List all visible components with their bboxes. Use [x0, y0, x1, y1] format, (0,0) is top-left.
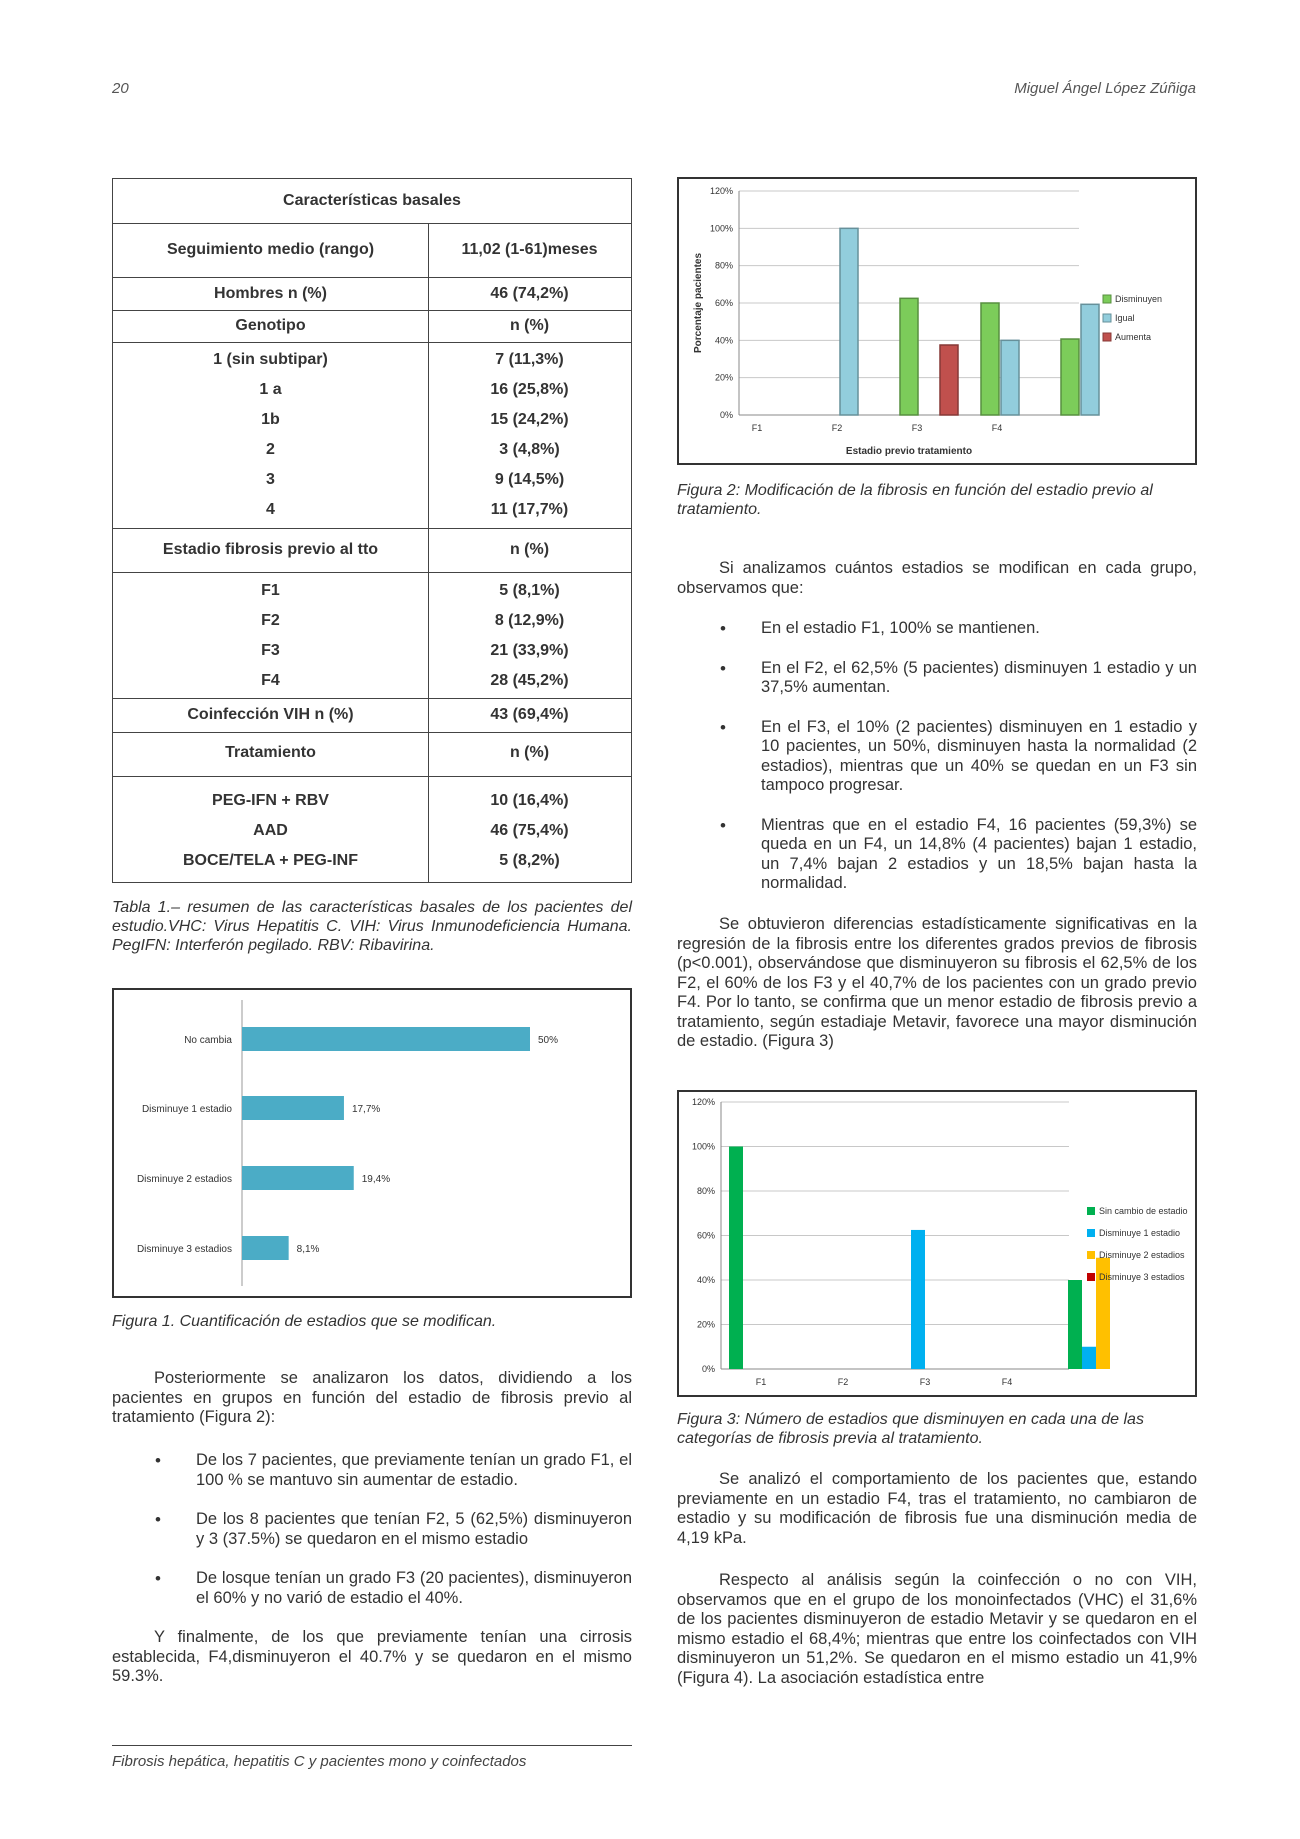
table-cell: 11 (17,7%) — [490, 501, 569, 518]
legend-label: Disminuye 2 estadios — [1099, 1250, 1185, 1260]
left-final-text: Y finalmente, de los que previamente tenían una cirrosis establecida, F4,disminuyeron el 40.7% y se quedaron en el mismo 59.3%. — [112, 1628, 632, 1685]
right-paragraph-3 — [677, 1571, 1197, 1688]
list-item: • Mientras que en el estadio F4, 16 pacientes (59,3%) se queda en un F4, un 14,8% (4 pacientes) bajan 1 estadio, un 7,4% bajan 2 estadios y un 18,5% bajan hasta la normalidad. — [677, 816, 1197, 894]
x-tick-label: F1 — [751, 423, 763, 433]
table-cell: Estadio fibrosis previo al tto — [162, 541, 379, 558]
left-final-paragraph — [112, 1628, 632, 1687]
table-cell: 46 (74,2%) — [490, 285, 569, 302]
table-cell: 46 (75,4%) — [490, 822, 569, 839]
table-cell: BOCE/TELA + PEG-INF — [183, 852, 358, 869]
bar — [911, 1230, 925, 1369]
table-cell: 15 (24,2%) — [490, 411, 569, 428]
legend-label: Disminuye 1 estadio — [1099, 1228, 1181, 1238]
figure3-frame — [677, 1090, 1197, 1397]
x-tick-label: F1 — [755, 1377, 767, 1387]
legend-label: Igual — [1115, 313, 1135, 323]
y-tick-label: 0% — [701, 1364, 715, 1374]
x-tick-label: F3 — [911, 423, 923, 433]
bar — [1081, 304, 1099, 415]
figure3-chart — [679, 1092, 1195, 1395]
legend-swatch — [1103, 314, 1111, 322]
table-cell: Coinfección VIH n (%) — [187, 706, 354, 723]
table-cell: Genotipo — [235, 317, 306, 334]
legend-swatch — [1087, 1273, 1095, 1281]
list-item: • De los 7 pacientes, que previamente tenían un grado F1, el 100 % se mantuvo sin aumentar de estadio. — [112, 1451, 632, 1490]
category-label: Disminuye 3 estadios — [136, 1244, 232, 1255]
legend-label: Sin cambio de estadio — [1099, 1206, 1188, 1216]
list-item: • En el estadio F1, 100% se mantienen. — [677, 619, 1197, 639]
table-cell: AAD — [253, 822, 288, 839]
right-paragraph-3-text: Respecto al análisis según la coinfección o no con VIH, observamos que en el grupo de los monoinfectados (VHC) el 31,6% de los pacientes disminuyeron de estadio Metavir y se quedaron en el mismo estadio el 68,4%; mientras que entre los coinfectados con VIH disminuyeron un 51,2%. Se quedaron en el mismo estadio un 41,9% (Figura 4). La asociación estadística entre — [677, 1571, 1197, 1687]
right-paragraph-1 — [677, 915, 1197, 1052]
table-cell: n (%) — [509, 744, 550, 761]
y-tick-label: 120% — [691, 1097, 715, 1107]
y-tick-label: 40% — [714, 335, 733, 346]
legend-label: Disminuyen — [1115, 294, 1163, 304]
table-cell: 5 (8,1%) — [499, 582, 560, 599]
figure2-chart — [679, 179, 1195, 463]
list-item: • De los 8 pacientes que tenían F2, 5 (62,5%) disminuyeron y 3 (37.5%) se quedaron en el mismo estadio — [112, 1510, 632, 1549]
x-tick-label: F4 — [1001, 1377, 1013, 1387]
table-cell: 28 (45,2%) — [490, 672, 569, 689]
table-cell: n (%) — [509, 541, 550, 558]
table-caption: Tabla 1.– resumen de las características basales de los pacientes del estudio.VHC: Virus Hepatitis C. VIH: Virus Inmunodeficiencia Humana. PegIFN: Interferón pegilado. RBV: Ribavirina. — [112, 899, 632, 954]
list-item: • En el F2, el 62,5% (5 pacientes) disminuyen 1 estadio y un 37,5% aumentan. — [677, 659, 1197, 698]
figure1-frame — [112, 988, 632, 1298]
left-intro-text: Posteriormente se analizaron los datos, dividiendo a los pacientes en grupos en función del estadio de fibrosis previo al tratamiento (Figura 2): — [112, 1369, 632, 1426]
table-cell: 43 (69,4%) — [490, 706, 569, 723]
page-number: 20 — [112, 80, 129, 97]
running-author: Miguel Ángel López Zúñiga — [1014, 80, 1196, 97]
data-label: 19,4% — [361, 1174, 391, 1185]
y-tick-label: 40% — [696, 1275, 715, 1285]
legend-swatch — [1103, 295, 1111, 303]
category-label: Disminuye 1 estadio — [141, 1104, 232, 1115]
figure2-frame — [677, 177, 1197, 465]
table-cell: 1 a — [259, 381, 282, 398]
table-cell: F1 — [261, 582, 280, 599]
right-bullet-list — [677, 619, 1197, 894]
table-title: Características basales — [283, 192, 461, 209]
bar — [242, 1096, 344, 1120]
bar — [242, 1027, 530, 1051]
figure3-caption: Figura 3: Número de estadios que disminuyen en cada una de las categorías de fibrosis previa al tratamiento. — [677, 1411, 1144, 1447]
table-cell: 9 (14,5%) — [494, 471, 565, 488]
table-cell: 8 (12,9%) — [494, 612, 565, 629]
list-item: • En el F3, el 10% (2 pacientes) disminuyen en 1 estadio y 10 pacientes, un 50%, disminuyen hasta la normalidad (2 estadios), mientras que un 40% se quedan en un F3 sin tampoco progresar. — [677, 718, 1197, 796]
y-tick-label: 100% — [691, 1141, 715, 1152]
x-tick-label: F2 — [831, 423, 843, 433]
table-cell: Hombres n (%) — [214, 285, 327, 302]
data-label: 17,7% — [351, 1104, 381, 1115]
y-tick-label: 20% — [714, 372, 733, 383]
x-tick-label: F4 — [991, 423, 1003, 433]
table-cell: 3 (4,8%) — [499, 441, 560, 458]
table-cell: 10 (16,4%) — [490, 792, 569, 809]
y-axis-title: Porcentaje pacientes — [693, 252, 704, 354]
legend-label: Aumenta — [1115, 332, 1152, 342]
table-cell: 5 (8,2%) — [499, 852, 560, 869]
y-tick-label: 60% — [696, 1230, 715, 1241]
bar — [940, 345, 958, 415]
footer-rule — [112, 1745, 632, 1746]
table-cell: 1b — [261, 411, 280, 428]
table-cell: 21 (33,9%) — [490, 642, 569, 659]
bar — [242, 1236, 289, 1260]
x-tick-label: F2 — [837, 1377, 849, 1387]
legend-swatch — [1087, 1251, 1095, 1259]
table-cell: 11,02 (1-61)meses — [461, 241, 598, 258]
table-cell: F2 — [261, 612, 280, 629]
x-axis-title: Estadio previo tratamiento — [845, 446, 973, 457]
y-tick-label: 0% — [719, 410, 733, 420]
legend-swatch — [1103, 333, 1111, 341]
bar — [1001, 340, 1019, 415]
x-tick-label: F3 — [919, 1377, 931, 1387]
table-cell: F3 — [261, 642, 280, 659]
figure1-chart — [114, 990, 630, 1296]
category-label: No cambia — [184, 1035, 232, 1046]
footer-text: Fibrosis hepática, hepatitis C y pacientes mono y coinfectados — [112, 1753, 527, 1770]
table-cell: 4 — [266, 501, 275, 518]
left-bullet-list — [112, 1451, 632, 1608]
y-tick-label: 80% — [696, 1186, 715, 1196]
legend-swatch — [1087, 1207, 1095, 1215]
baseline-table — [112, 178, 632, 883]
bar — [729, 1147, 743, 1370]
right-paragraph-2 — [677, 1470, 1197, 1548]
left-intro-paragraph — [112, 1369, 632, 1428]
bar — [840, 228, 858, 415]
y-tick-label: 100% — [709, 223, 733, 234]
y-tick-label: 80% — [714, 260, 733, 271]
y-tick-label: 60% — [714, 298, 733, 308]
table-cell: F4 — [261, 672, 280, 689]
right-intro-paragraph — [677, 559, 1197, 598]
table-cell: 1 (sin subtipar) — [213, 351, 328, 368]
table-cell: n (%) — [509, 317, 550, 334]
bar — [1068, 1280, 1082, 1369]
table-cell: Seguimiento medio (rango) — [166, 241, 375, 258]
legend-label: Disminuye 3 estadios — [1099, 1272, 1185, 1282]
list-item: • De losque tenían un grado F3 (20 pacientes), disminuyeron el 60% y no varió de estadio el 40%. — [112, 1569, 632, 1608]
table-cell: 2 — [266, 441, 275, 458]
bar — [1082, 1347, 1096, 1369]
bar — [900, 298, 918, 415]
figure2-caption: Figura 2: Modificación de la fibrosis en función del estadio previo al tratamiento. — [677, 482, 1153, 518]
y-tick-label: 20% — [696, 1319, 715, 1330]
data-label: 8,1% — [296, 1244, 320, 1255]
right-paragraph-2-text: Se analizó el comportamiento de los pacientes que, estando previamente en un estadio F4, tras el tratamiento, no cambiaron de estadio y su modificación de fibrosis fue una disminución media de 4,19 kPa. — [677, 1470, 1197, 1547]
bar — [981, 303, 999, 415]
category-label: Disminuye 2 estadios — [136, 1174, 232, 1185]
figure1-caption: Figura 1. Cuantificación de estadios que se modifican. — [112, 1313, 497, 1330]
bar — [1061, 339, 1079, 415]
right-intro-text: Si analizamos cuántos estadios se modifican en cada grupo, observamos que: — [677, 559, 1197, 597]
table-cell: 7 (11,3%) — [495, 351, 564, 368]
table-cell: Tratamiento — [225, 744, 316, 761]
table-cell: 16 (25,8%) — [490, 381, 569, 398]
table-cell: 3 — [266, 471, 275, 488]
bar — [242, 1166, 354, 1190]
table-cell: PEG-IFN + RBV — [212, 792, 329, 809]
right-paragraph-1-text: Se obtuvieron diferencias estadísticamente significativas en la regresión de la fibrosis entre los diferentes grados previos de fibrosis (p<0.001), observándose que disminuyeron su fibrosis el 62,5% de los F2, el 60% de los F3 y el 40,7% de los pacientes con un grado previo F4. Por lo tanto, se confirma que un menor estadio de fibrosis previo a tratamiento, según estadiaje Metavir, favorece una mayor disminución de estadio. (Figura 3) — [677, 915, 1197, 1050]
legend-swatch — [1087, 1229, 1095, 1237]
data-label: 50% — [538, 1035, 559, 1046]
y-tick-label: 120% — [709, 186, 733, 196]
